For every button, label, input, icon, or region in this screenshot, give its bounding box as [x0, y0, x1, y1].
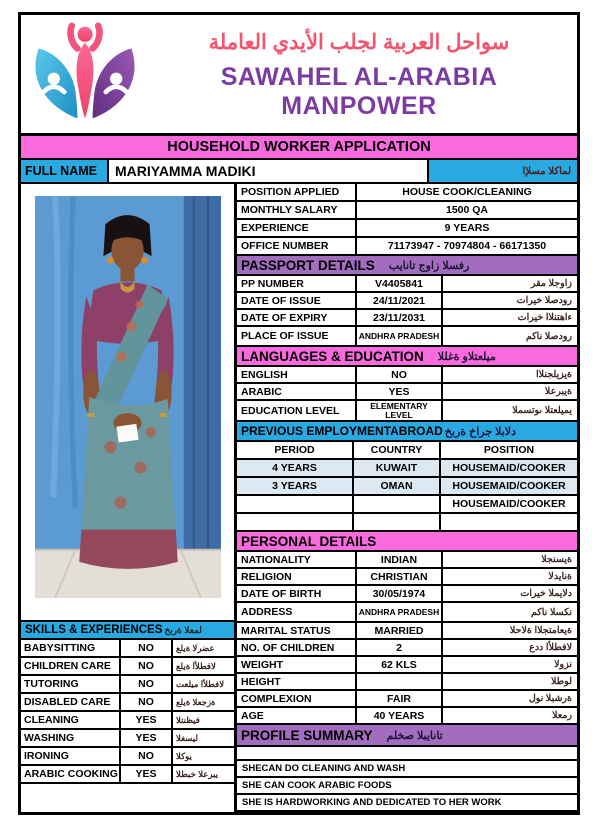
employment-row: [237, 460, 577, 478]
profile-empty-row: [237, 747, 577, 761]
skill-label: IRONING: [21, 748, 121, 764]
employment-header-row: [237, 442, 577, 460]
field-arabic: دلايملا خيرات: [520, 588, 572, 599]
personal-row: [237, 708, 577, 725]
info-row: [237, 184, 577, 202]
field-label: RELIGION: [237, 569, 357, 584]
position-cell: HOUSEMAID/COOKER: [452, 498, 566, 510]
field-label: DATE OF ISSUE: [237, 293, 357, 308]
applicant-photo: [21, 184, 234, 620]
field-value: 2: [357, 640, 443, 655]
field-label: PLACE OF ISSUE: [237, 327, 357, 345]
main-body: [21, 184, 577, 812]
field-value: NO: [357, 367, 443, 382]
field-value: ANDHRA PRADESH: [357, 603, 443, 621]
field-label: EDUCATION LEVEL: [237, 401, 357, 420]
field-arabic: رودصلا خيرات: [516, 295, 572, 306]
country-cell: OMAN: [354, 478, 441, 494]
info-row: [237, 202, 577, 220]
position-cell: HOUSEMAID/COOKER: [441, 460, 577, 476]
country-cell: KUWAIT: [354, 460, 441, 476]
info-value: 1500 QA: [445, 204, 489, 216]
personal-title: PERSONAL DETAILS: [241, 533, 377, 549]
employment-row: [237, 478, 577, 496]
info-label: EXPERIENCE: [237, 220, 357, 236]
company-logo-icon: [21, 22, 149, 126]
field-value: 30/05/1974: [357, 586, 443, 601]
right-column: [237, 184, 577, 812]
header-titles: [149, 27, 577, 121]
info-value: 9 YEARS: [444, 222, 490, 234]
profile-title: PROFILE SUMMARY: [241, 727, 373, 743]
info-value: 71173947 - 70974804 - 66171350: [387, 240, 547, 252]
country-cell: [354, 496, 441, 512]
full-name-row: [21, 160, 577, 184]
info-label: MONTHLY SALARY: [237, 202, 357, 218]
skill-row: [21, 694, 234, 712]
column-header: COUNTRY: [354, 442, 441, 458]
field-value: FAIR: [357, 691, 443, 706]
field-label: DATE OF BIRTH: [237, 586, 357, 601]
passport-row: [237, 327, 577, 347]
header: [21, 15, 577, 136]
field-label: ARABIC: [237, 384, 357, 399]
languages-title: LANGUAGES & EDUCATION: [241, 348, 424, 364]
skill-value: YES: [121, 712, 173, 728]
profile-line: SHECAN DO CLEANING AND WASH: [237, 761, 577, 778]
field-label: AGE: [237, 708, 357, 723]
field-label: MARITAL STATUS: [237, 623, 357, 638]
period-cell: [237, 514, 354, 530]
field-arabic: لوطلا: [550, 676, 572, 687]
field-value: MARRIED: [357, 623, 443, 638]
personal-row: [237, 674, 577, 691]
skill-row: [21, 676, 234, 694]
skill-label: CLEANING: [21, 712, 121, 728]
info-label: POSITION APPLIED: [237, 184, 357, 200]
field-arabic: زاوجلا مقر: [530, 278, 572, 289]
skills-title: SKILLS & EXPERIENCES: [25, 624, 163, 636]
field-arabic: رودصلا ناكم: [525, 330, 572, 342]
personal-row: [237, 586, 577, 603]
profile-line: SHE IS HARDWORKING AND DEDICATED TO HER WORK: [237, 795, 577, 812]
field-arabic: ةيعامتجلاا ةلاحلا: [509, 625, 572, 636]
field-arabic: لافطلأا ددع: [529, 642, 572, 653]
language-row: [237, 367, 577, 384]
skill-label: CHILDREN CARE: [21, 658, 121, 674]
full-name-arabic: لماكلا مسلإا: [427, 160, 577, 182]
skill-arabic: يوكلا: [176, 750, 192, 761]
application-title-banner: [21, 136, 577, 160]
field-arabic: ةرشبلا نول: [528, 693, 572, 704]
employment-title: PREVIOUS EMPLOYMENTABROAD: [241, 424, 443, 438]
field-value: V4405841: [357, 276, 443, 291]
field-arabic: نزولا: [554, 659, 572, 670]
skill-arabic: ةزجعلا ةيلع: [176, 696, 216, 707]
period-cell: [237, 496, 354, 512]
skill-value: NO: [121, 658, 173, 674]
skill-arabic: فيظنتلا: [176, 714, 200, 725]
employment-title-arabic: دلابلا جراخ ةربخ: [444, 425, 516, 438]
field-value: [357, 674, 443, 689]
profile-title-arabic: تانايبلا صخلم: [386, 729, 443, 742]
form-document: [18, 12, 580, 815]
skill-arabic: عضرلا ةيلع: [176, 642, 215, 653]
info-label: OFFICE NUMBER: [237, 238, 357, 254]
passport-title-arabic: رفسلا زاوج تانايب: [388, 259, 470, 272]
skill-row: [21, 766, 234, 784]
passport-section-banner: [237, 256, 577, 276]
application-title: HOUSEHOLD WORKER APPLICATION: [167, 139, 431, 155]
left-column: [21, 184, 237, 812]
languages-section-banner: [237, 347, 577, 367]
field-arabic: ةيزيلجنلاا: [536, 369, 572, 380]
column-header: POSITION: [483, 444, 535, 456]
skill-value: NO: [121, 694, 173, 710]
languages-title-arabic: ميلعتلاو ةغللا: [437, 350, 496, 363]
field-value: 62 KLS: [357, 657, 443, 672]
skill-value: YES: [121, 766, 173, 782]
personal-row: [237, 603, 577, 623]
country-cell: [354, 514, 441, 530]
skill-arabic: ليسغلا: [176, 732, 198, 743]
skill-value: YES: [121, 730, 173, 746]
personal-row: [237, 623, 577, 640]
field-arabic: رمعلا: [552, 710, 572, 721]
field-arabic: ةنايدلا: [548, 571, 572, 582]
position-cell: HOUSEMAID/COOKER: [441, 478, 577, 494]
skills-section-banner: [21, 620, 234, 640]
skill-arabic: لافطلأا ةيلع: [176, 660, 216, 671]
employment-section-banner: [237, 422, 577, 442]
company-name-english: SAWAHEL AL-ARABIA MANPOWER: [220, 62, 498, 120]
skill-label: ARABIC COOKING: [21, 766, 121, 782]
field-value: INDIAN: [357, 552, 443, 567]
profile-line: SHE CAN COOK ARABIC FOODS: [237, 778, 577, 795]
period-cell: 3 YEARS: [237, 478, 354, 494]
personal-row: [237, 657, 577, 674]
skill-value: NO: [121, 640, 173, 656]
field-value: ELEMENTARY LEVEL: [357, 401, 443, 420]
full-name-value: MARIYAMMA MADIKI: [115, 163, 256, 179]
field-arabic: ةيبرعلا: [544, 386, 572, 397]
field-label: NO. OF CHILDREN: [237, 640, 357, 655]
field-value: 23/11/2031: [357, 310, 443, 325]
field-arabic: يميلعتلا ىوتسملا: [512, 405, 572, 416]
employment-row: [237, 514, 577, 532]
field-value: 40 YEARS: [357, 708, 443, 723]
personal-section-banner: [237, 532, 577, 552]
passport-row: [237, 293, 577, 310]
skills-title-arabic: لمعلا ةربخ: [164, 624, 202, 635]
personal-row: [237, 691, 577, 708]
company-name-arabic: سواحل العربية لجلب الأيدي العاملة: [208, 31, 510, 55]
skill-label: BABYSITTING: [21, 640, 121, 656]
skill-row: [21, 658, 234, 676]
skill-row: [21, 640, 234, 658]
field-label: COMPLEXION: [237, 691, 357, 706]
column-header: PERIOD: [237, 442, 354, 458]
field-value: ANDHRA PRADESH: [357, 327, 443, 345]
passport-row: [237, 310, 577, 327]
field-label: NATIONALITY: [237, 552, 357, 567]
language-row: [237, 401, 577, 422]
field-value: 24/11/2021: [357, 293, 443, 308]
personal-row: [237, 569, 577, 586]
skill-row: [21, 730, 234, 748]
position-cell: [441, 514, 577, 530]
personal-row: [237, 552, 577, 569]
field-arabic: نكسلا ناكم: [530, 606, 572, 618]
skill-arabic: لافطلأا ميلعت: [176, 678, 225, 689]
skill-label: DISABLED CARE: [21, 694, 121, 710]
passport-row: [237, 276, 577, 293]
skill-value: NO: [121, 676, 173, 692]
skill-label: TUTORING: [21, 676, 121, 692]
profile-section-banner: [237, 725, 577, 747]
field-label: ENGLISH: [237, 367, 357, 382]
skill-row: [21, 712, 234, 730]
field-label: HEIGHT: [237, 674, 357, 689]
field-label: ADDRESS: [237, 603, 357, 621]
personal-row: [237, 640, 577, 657]
skill-arabic: يبرعلا خبطلا: [176, 768, 218, 779]
period-cell: 4 YEARS: [237, 460, 354, 476]
field-arabic: ةيسنجلا: [541, 554, 572, 565]
field-label: DATE OF EXPIRY: [237, 310, 357, 325]
info-value: HOUSE COOK/CLEANING: [402, 186, 532, 198]
language-row: [237, 384, 577, 401]
field-value: CHRISTIAN: [357, 569, 443, 584]
skill-label: WASHING: [21, 730, 121, 746]
info-row: [237, 238, 577, 256]
field-label: PP NUMBER: [237, 276, 357, 291]
field-arabic: ءاهتنلاا خيرات: [517, 312, 572, 323]
field-label: WEIGHT: [237, 657, 357, 672]
field-value: YES: [357, 384, 443, 399]
passport-title: PASSPORT DETAILS: [241, 257, 375, 273]
skill-value: NO: [121, 748, 173, 764]
employment-row: [237, 496, 577, 514]
info-row: [237, 220, 577, 238]
full-name-label: FULL NAME: [21, 160, 109, 182]
skill-row: [21, 748, 234, 766]
